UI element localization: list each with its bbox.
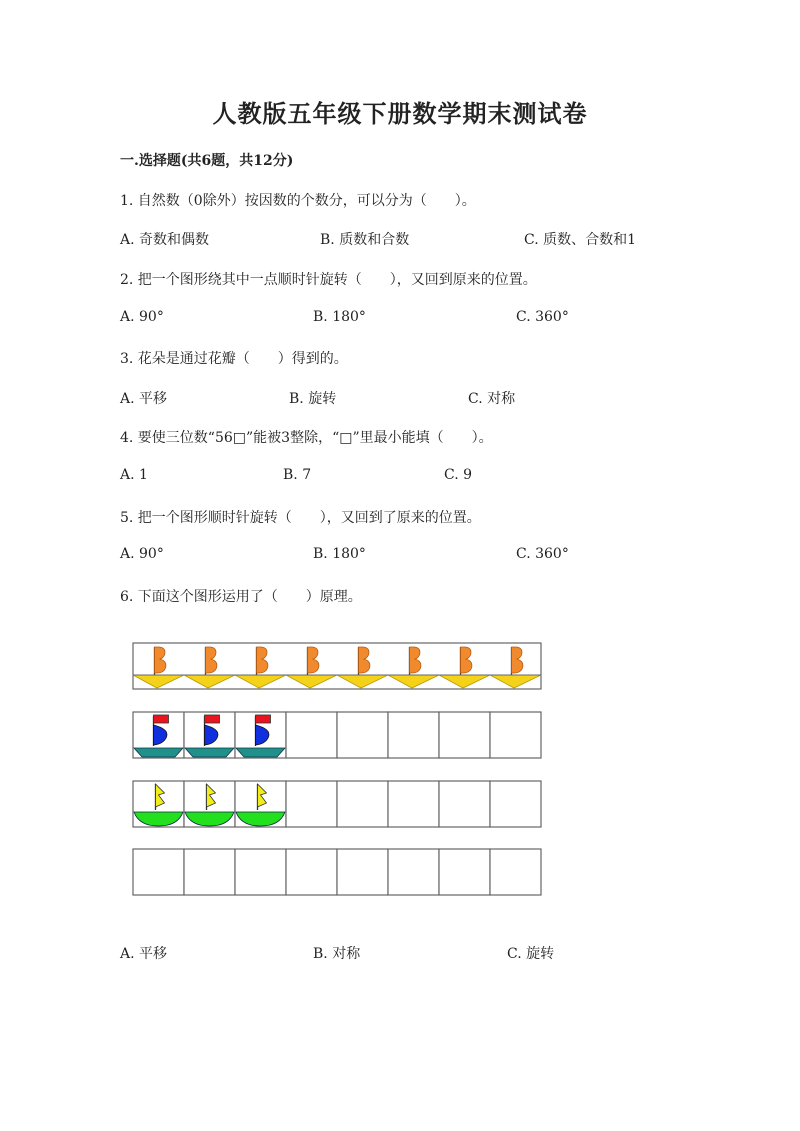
q2-option-a[interactable]: A. 90° xyxy=(120,309,164,325)
q3-option-b[interactable]: B. 旋转 xyxy=(289,391,337,407)
orange-flag-motif xyxy=(235,647,286,688)
orange-flag-motif xyxy=(184,647,235,688)
question-1: 1. 自然数（0除外）按因数的个数分，可以分为（ ）。 xyxy=(120,193,476,209)
question-2: 2. 把一个图形绕其中一点顺时针旋转（ ），又回到原来的位置。 xyxy=(120,272,537,288)
question-3: 3. 花朵是通过花瓣（ ）得到的。 xyxy=(120,351,348,367)
grid-cell xyxy=(286,781,337,827)
figure-row-frame xyxy=(133,643,541,689)
orange-flag-motif xyxy=(337,647,388,688)
question-5: 5. 把一个图形顺时针旋转（ ），又回到了原来的位置。 xyxy=(120,510,481,526)
q6-option-b[interactable]: B. 对称 xyxy=(313,946,361,962)
orange-flag-motif xyxy=(286,647,337,688)
orange-flag-motif xyxy=(388,647,439,688)
grid-cell xyxy=(439,781,490,827)
grid-cell xyxy=(439,849,490,895)
q6-option-a[interactable]: A. 平移 xyxy=(120,946,168,962)
q1-option-a[interactable]: A. 奇数和偶数 xyxy=(120,232,210,248)
figure-row-4 xyxy=(133,849,541,895)
orange-flag-motif xyxy=(133,647,184,688)
orange-flag-motif xyxy=(439,647,490,688)
q6-option-c[interactable]: C. 旋转 xyxy=(507,946,555,962)
grid-cell xyxy=(286,712,337,758)
figure-row-1 xyxy=(133,643,541,689)
grid-cell xyxy=(337,781,388,827)
q4-option-b[interactable]: B. 7 xyxy=(283,467,312,483)
question-4: 4. 要使三位数“56□”能被3整除，“□”里最小能填（ ）。 xyxy=(120,430,493,446)
grid-cell xyxy=(490,712,541,758)
q5-option-b[interactable]: B. 180° xyxy=(313,546,366,562)
grid-cell xyxy=(337,712,388,758)
grid-cell xyxy=(490,849,541,895)
question-6: 6. 下面这个图形运用了（ ）原理。 xyxy=(120,589,362,605)
q1-option-b[interactable]: B. 质数和合数 xyxy=(320,232,410,248)
section-heading: 一.选择题(共6题，共12分) xyxy=(120,153,294,169)
grid-cell xyxy=(388,712,439,758)
q5-option-c[interactable]: C. 360° xyxy=(516,546,569,562)
grid-cell xyxy=(490,781,541,827)
pattern-figure xyxy=(130,640,546,902)
grid-cell xyxy=(286,849,337,895)
q1-option-c[interactable]: C. 质数、合数和1 xyxy=(524,232,637,248)
orange-flag-motif xyxy=(490,647,541,688)
q4-option-a[interactable]: A. 1 xyxy=(120,467,148,483)
grid-cell xyxy=(337,849,388,895)
q4-option-c[interactable]: C. 9 xyxy=(444,467,473,483)
grid-cell xyxy=(184,849,235,895)
grid-cell xyxy=(388,849,439,895)
q2-option-c[interactable]: C. 360° xyxy=(516,309,569,325)
grid-cell xyxy=(439,712,490,758)
q3-option-a[interactable]: A. 平移 xyxy=(120,391,168,407)
grid-cell xyxy=(388,781,439,827)
q5-option-a[interactable]: A. 90° xyxy=(120,546,164,562)
q3-option-c[interactable]: C. 对称 xyxy=(468,391,516,407)
q2-option-b[interactable]: B. 180° xyxy=(313,309,366,325)
grid-cell xyxy=(235,849,286,895)
grid-cell xyxy=(133,849,184,895)
figure-row-2 xyxy=(133,712,541,758)
page-title: 人教版五年级下册数学期末测试卷 xyxy=(212,99,588,128)
figure-row-3 xyxy=(133,781,541,827)
